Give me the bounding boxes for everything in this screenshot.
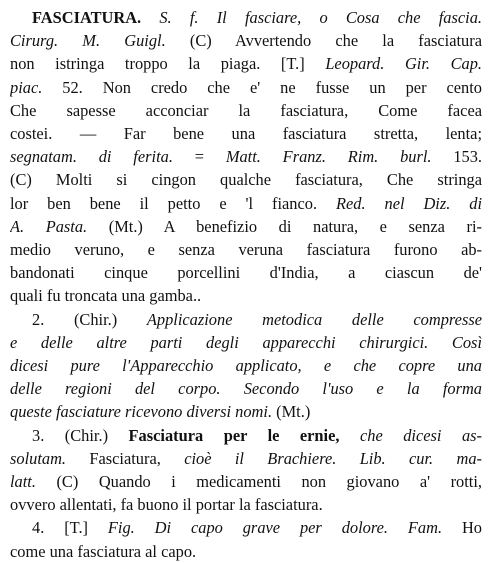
text-span: ovvero allentati, fa buono il portar la fasciatura. xyxy=(10,495,323,515)
text-line xyxy=(10,354,482,377)
text-span: 3. (Chir.) xyxy=(32,425,129,445)
text-span: (C) Avvertendo che la fasciatura xyxy=(165,31,482,51)
text-line xyxy=(10,261,482,284)
text-line xyxy=(10,52,482,75)
text-line xyxy=(10,284,482,307)
italic-text: e delle altre parti degli apparecchi chirurgici. Così xyxy=(10,332,482,352)
italic-text: Leopard. Gir. Cap. xyxy=(325,54,482,74)
text-line xyxy=(10,377,482,400)
italic-text: dicesi pure l'Apparecchio applicato, e che copre una xyxy=(10,356,482,376)
bold-text: Fasciatura per le ernie, xyxy=(128,425,340,445)
entry-text xyxy=(10,6,482,563)
text-line xyxy=(10,516,482,539)
italic-text: S. f. Il fasciare, o Cosa che fascia. xyxy=(159,8,482,27)
text-line xyxy=(10,238,482,261)
italic-text: segnatam. di ferita. xyxy=(10,147,173,167)
text-line xyxy=(10,168,482,191)
italic-text: Cirurg. M. Guigl. xyxy=(10,31,166,51)
italic-text: latt. xyxy=(10,472,36,492)
text-line xyxy=(10,76,482,99)
italic-text: Matt. Franz. Rim. burl. xyxy=(225,147,432,167)
text-line xyxy=(10,215,482,238)
text-span: (C) Quando i medicamenti non giovano a' rotti, xyxy=(35,472,482,492)
text-span: Ho xyxy=(442,518,482,538)
text-span: come una fasciatura al capo. xyxy=(10,541,197,561)
bold-text: FASCIATURA. xyxy=(32,8,142,27)
text-span: (C) Molti si cingon qualche fasciatura, Che stringa xyxy=(10,170,482,190)
text-line xyxy=(10,122,482,145)
text-span: Che sapesse acconciar la fasciatura, Come facea xyxy=(10,100,482,120)
italic-text: queste fasciature ricevono diversi nomi. xyxy=(10,402,273,422)
text-line xyxy=(10,192,482,215)
italic-text: solutam. xyxy=(10,448,67,468)
text-span: lor ben bene il petto e 'l fianco. xyxy=(10,193,336,213)
text-line xyxy=(10,400,482,423)
italic-text: piac. xyxy=(10,77,43,97)
text-line xyxy=(10,331,482,354)
text-span: quali fu troncata una gamba.. xyxy=(10,286,202,306)
text-span: 153. xyxy=(431,147,482,167)
text-line xyxy=(10,470,482,493)
text-line xyxy=(10,540,482,563)
text-span: medio veruno, e senza veruna fasciatura furono ab- xyxy=(10,240,482,260)
italic-text: A. Pasta. xyxy=(10,216,88,236)
text-span: = xyxy=(172,147,226,167)
text-line xyxy=(10,29,482,52)
text-span: bandonati cinque porcellini d'India, a ciascun de' xyxy=(10,263,482,283)
text-span: 52. Non credo che e' ne fusse un per cento xyxy=(42,77,482,97)
text-span: 4. [T.] xyxy=(32,518,108,538)
text-span: costei. — Far bene una fasciatura stretta, lenta; xyxy=(10,124,482,144)
text-line xyxy=(10,493,482,516)
text-span: Fasciatura, xyxy=(66,448,185,468)
text-line xyxy=(10,447,482,470)
italic-text: cioè il Brachiere. Lib. cur. ma- xyxy=(184,448,482,468)
italic-text: Applicazione metodica delle compresse xyxy=(146,309,482,329)
text-span xyxy=(141,8,159,27)
text-line xyxy=(10,99,482,122)
italic-text: Fig. Di capo grave per dolore. Fam. xyxy=(107,518,443,538)
text-span: (Mt.) A benefizio di natura, e senza ri- xyxy=(87,216,482,236)
text-line xyxy=(10,308,482,331)
text-span: (Mt.) xyxy=(272,402,311,422)
text-line xyxy=(10,145,482,168)
italic-text: Red. nel Diz. di xyxy=(335,193,482,213)
italic-text: delle regioni del corpo. Secondo l'uso e la forma xyxy=(10,379,482,399)
text-line xyxy=(10,424,482,447)
italic-text: che dicesi as- xyxy=(339,425,482,445)
text-span: non istringa troppo la piaga. [T.] xyxy=(10,54,326,74)
text-span: 2. (Chir.) xyxy=(32,309,147,329)
text-line xyxy=(10,6,482,29)
